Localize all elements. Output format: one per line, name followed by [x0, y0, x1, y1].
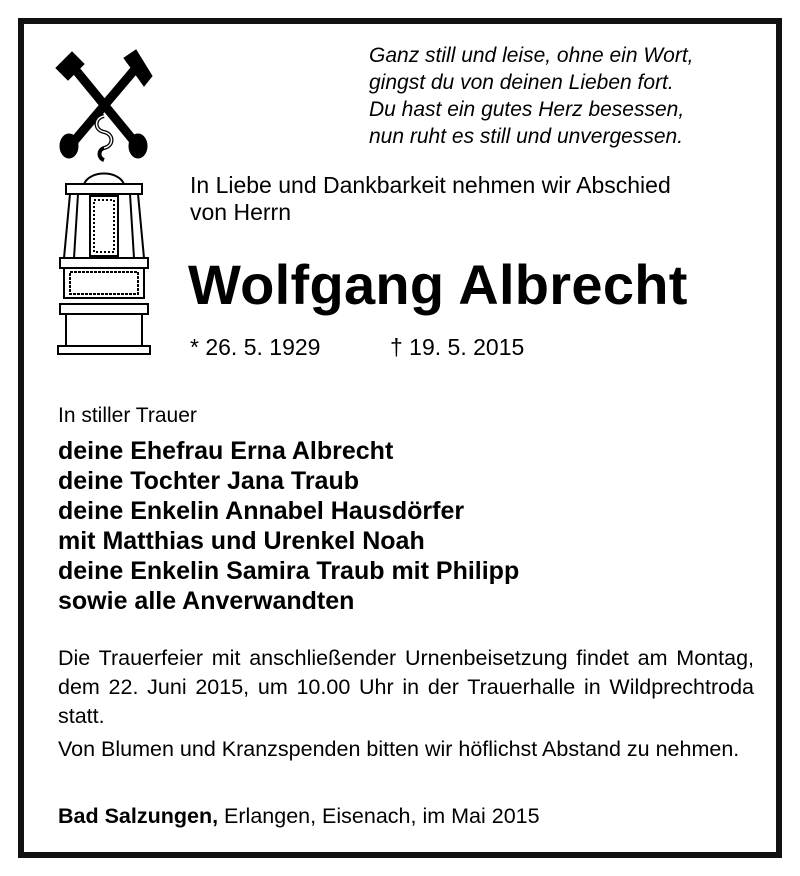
poem-line: nun ruht es still und unvergessen. [369, 125, 684, 148]
closing-line [58, 802, 540, 831]
mourner-line: deine Enkelin Annabel Hausdörfer [58, 497, 465, 525]
mourner-line: deine Tochter Jana Traub [58, 467, 360, 495]
deceased-name: Wolfgang Albrecht [188, 253, 688, 316]
poem-line: Ganz still und leise, ohne ein Wort, [369, 44, 694, 67]
obituary-frame [18, 18, 782, 858]
mourner-line: deine Ehefrau Erna Albrecht [58, 437, 394, 465]
birth-date: * 26. 5. 1929 [190, 334, 321, 360]
mourner-line: sowie alle Anverwandten [58, 587, 355, 615]
poem-line: Du hast ein gutes Herz besessen, [369, 98, 685, 121]
intro-line-1: In Liebe und Dankbarkeit nehmen wir Abschied [190, 172, 671, 198]
farewell-intro [190, 172, 760, 226]
mourner-line: mit Matthias und Urenkel Noah [58, 527, 425, 555]
memorial-poem [369, 42, 769, 150]
life-dates [190, 332, 525, 362]
miners-emblem-icon [54, 46, 154, 356]
mourners-list [58, 436, 519, 616]
flowers-request: Von Blumen und Kranzspenden bitten wir höflichst Abstand zu nehmen. [58, 737, 740, 761]
mourner-line: deine Enkelin Samira Traub mit Philipp [58, 557, 520, 585]
death-date: † 19. 5. 2015 [390, 334, 525, 360]
closing-rest: Erlangen, Eisenach, im Mai 2015 [218, 804, 540, 828]
mourning-intro: In stiller Trauer [58, 404, 197, 427]
funeral-announcement: Die Trauerfeier mit anschließender Urnenbeisetzung findet am Montag, dem 22. Juni 2015, um 10.00 Uhr in der Trauerhalle in Wildprechtroda statt. [58, 646, 754, 728]
poem-line: gingst du von deinen Lieben fort. [369, 71, 674, 94]
closing-place: Bad Salzungen, [58, 804, 219, 828]
intro-line-2: von Herrn [190, 199, 291, 225]
